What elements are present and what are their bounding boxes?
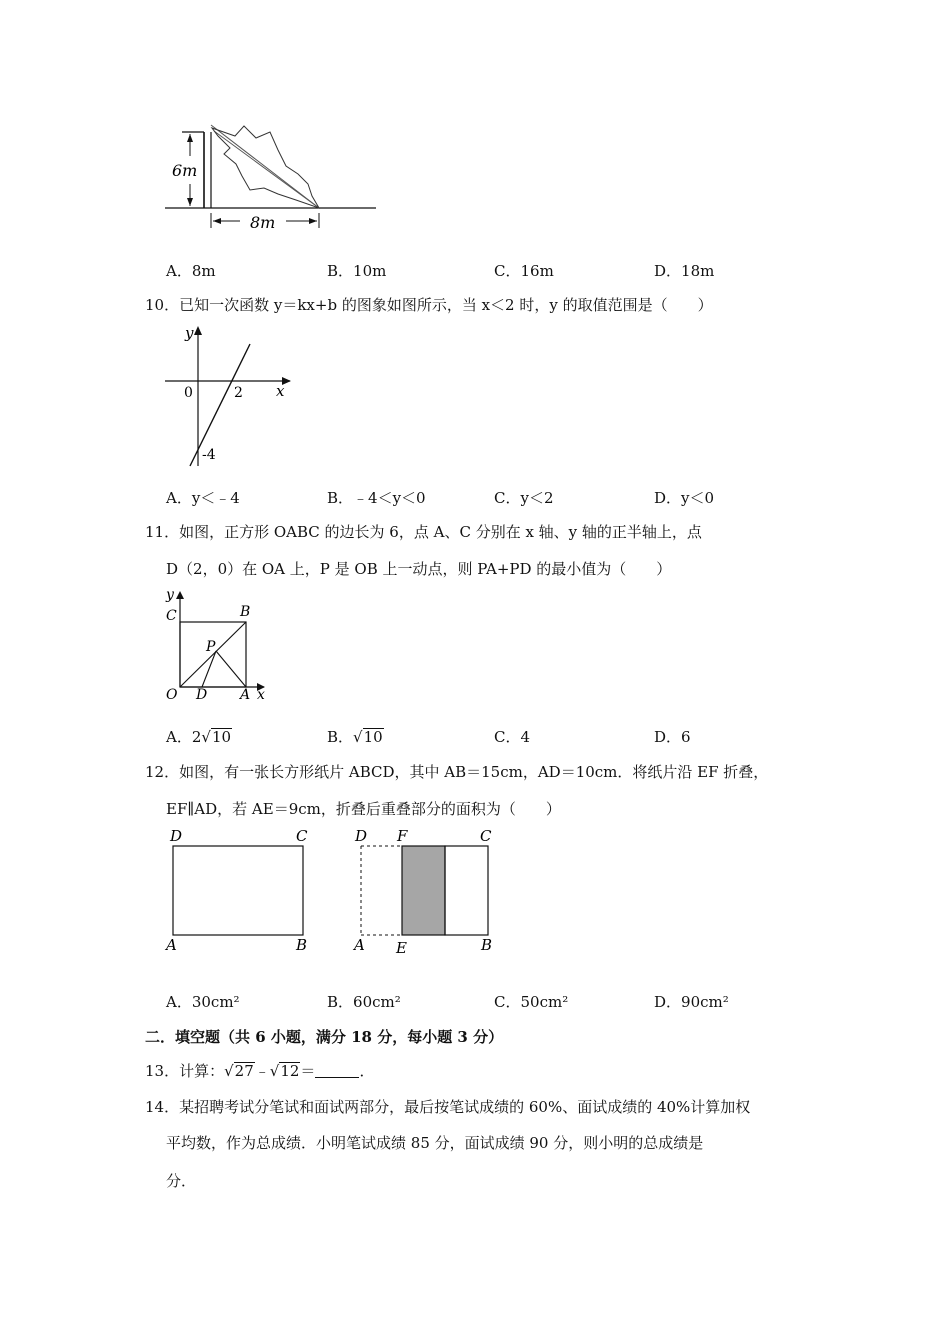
height-label: 6m xyxy=(172,161,198,180)
q10-option-d[interactable]: D．y＜0 xyxy=(654,489,715,507)
point-o-label: O xyxy=(166,687,178,703)
point-a-label: A xyxy=(166,936,177,954)
q11-option-b-prefix: B． xyxy=(327,728,354,746)
x-intercept-label: 2 xyxy=(234,385,243,401)
q12-figure-1 xyxy=(160,826,310,958)
q14-line2: 平均数，作为总成绩．小明笔试成绩 85 分，面试成绩 90 分，则小明的总成绩是 xyxy=(166,1134,704,1152)
point-b-label: B xyxy=(240,604,251,620)
q11-option-c[interactable]: C．4 xyxy=(494,728,531,746)
q13-end: ． xyxy=(359,1062,375,1080)
q9-option-b[interactable]: B．10m xyxy=(327,262,387,280)
point-e-label: E xyxy=(396,939,407,957)
q10-option-c[interactable]: C．y＜2 xyxy=(494,489,554,507)
origin-label: 0 xyxy=(184,385,193,401)
q12-option-d[interactable]: D．90cm² xyxy=(654,993,729,1011)
q11-option-b[interactable] xyxy=(327,727,384,747)
section-heading: 二．填空题（共 6 小题，满分 18 分，每小题 3 分） xyxy=(145,1028,504,1046)
segment-pa xyxy=(216,651,246,687)
width-label: 8m xyxy=(250,213,276,232)
q11-option-a-prefix: A．2 xyxy=(166,728,202,746)
q10-option-a[interactable]: A．y＜﹣4 xyxy=(166,489,240,507)
q13-radicand-1: 27 xyxy=(234,1062,254,1080)
point-d-label: D xyxy=(355,827,368,845)
x-axis-label: x xyxy=(276,382,285,400)
q10-stem: 10．已知一次函数 y＝kx+b 的图象如图所示，当 x＜2 时，y 的取值范围是（ ） xyxy=(145,296,713,314)
x-label: x xyxy=(257,687,265,703)
sqrt-symbol: √ xyxy=(353,728,363,746)
segment-pd xyxy=(202,651,216,687)
q12-option-b[interactable]: B．60cm² xyxy=(327,993,401,1011)
q9-figure xyxy=(160,120,390,238)
q9-option-a[interactable]: A．8m xyxy=(166,262,216,280)
sqrt-symbol: √ xyxy=(201,728,211,746)
y-axis-label: y xyxy=(185,324,194,342)
q12-stem-line1: 12．如图，有一张长方形纸片 ABCD，其中 AB＝15cm，AD＝10cm．将纸片沿 EF 折叠， xyxy=(145,763,769,781)
q13-radicand-2: 12 xyxy=(280,1062,300,1080)
q12-option-c[interactable]: C．50cm² xyxy=(494,993,569,1011)
point-p-label: P xyxy=(206,639,216,655)
point-d-label: D xyxy=(196,687,208,703)
q11-option-a[interactable] xyxy=(166,727,232,747)
q12-stem-line2: EF∥AD，若 AE＝9cm，折叠后重叠部分的面积为（ ） xyxy=(166,800,561,818)
point-b-label: B xyxy=(296,936,308,954)
y-label: y xyxy=(166,587,174,603)
q11-stem-line1: 11．如图，正方形 OABC 的边长为 6，点 A、C 分别在 x 轴、y 轴的正半轴上，点 xyxy=(145,523,702,541)
point-a-label: A xyxy=(240,687,251,703)
sqrt-symbol: √ xyxy=(224,1062,234,1080)
q12-option-a[interactable]: A．30cm² xyxy=(166,993,240,1011)
q10-option-b[interactable]: B．﹣4＜y＜0 xyxy=(327,489,426,507)
point-c-label: C xyxy=(296,827,308,845)
q11-figure xyxy=(160,585,280,707)
q11-option-a-radicand: 10 xyxy=(211,728,232,746)
q11-option-b-radicand: 10 xyxy=(363,728,383,746)
q12-figure-2 xyxy=(350,826,500,958)
point-c-label: C xyxy=(166,608,177,624)
q11-stem-line2: D（2，0）在 OA 上，P 是 OB 上一动点，则 PA+PD 的最小值为（ ） xyxy=(166,560,672,578)
q10-graph xyxy=(160,322,300,470)
q14-line1: 14．某招聘考试分笔试和面试两部分，最后按笔试成绩的 60%、面试成绩的 40%计算加权 xyxy=(145,1098,751,1116)
function-line xyxy=(190,344,250,466)
q13-prefix: 13．计算： xyxy=(145,1062,225,1080)
q13-minus: ﹣ xyxy=(254,1062,270,1080)
q13-line xyxy=(145,1061,374,1081)
answer-blank[interactable] xyxy=(315,1063,359,1078)
q13-equals: ＝ xyxy=(300,1062,316,1080)
point-f-label: F xyxy=(397,827,408,845)
point-d-label: D xyxy=(170,827,183,845)
y-intercept-label: -4 xyxy=(202,447,216,463)
point-a-label: A xyxy=(354,936,365,954)
q14-line3: 分． xyxy=(166,1172,197,1190)
rectangle-abcd xyxy=(173,846,303,935)
point-c-label: C xyxy=(480,827,492,845)
q9-option-c[interactable]: C．16m xyxy=(494,262,554,280)
sqrt-symbol: √ xyxy=(269,1062,280,1080)
q11-option-d[interactable]: D．6 xyxy=(654,728,691,746)
q9-option-d[interactable]: D．18m xyxy=(654,262,715,280)
overlap-region xyxy=(402,846,445,935)
point-b-label: B xyxy=(481,936,493,954)
